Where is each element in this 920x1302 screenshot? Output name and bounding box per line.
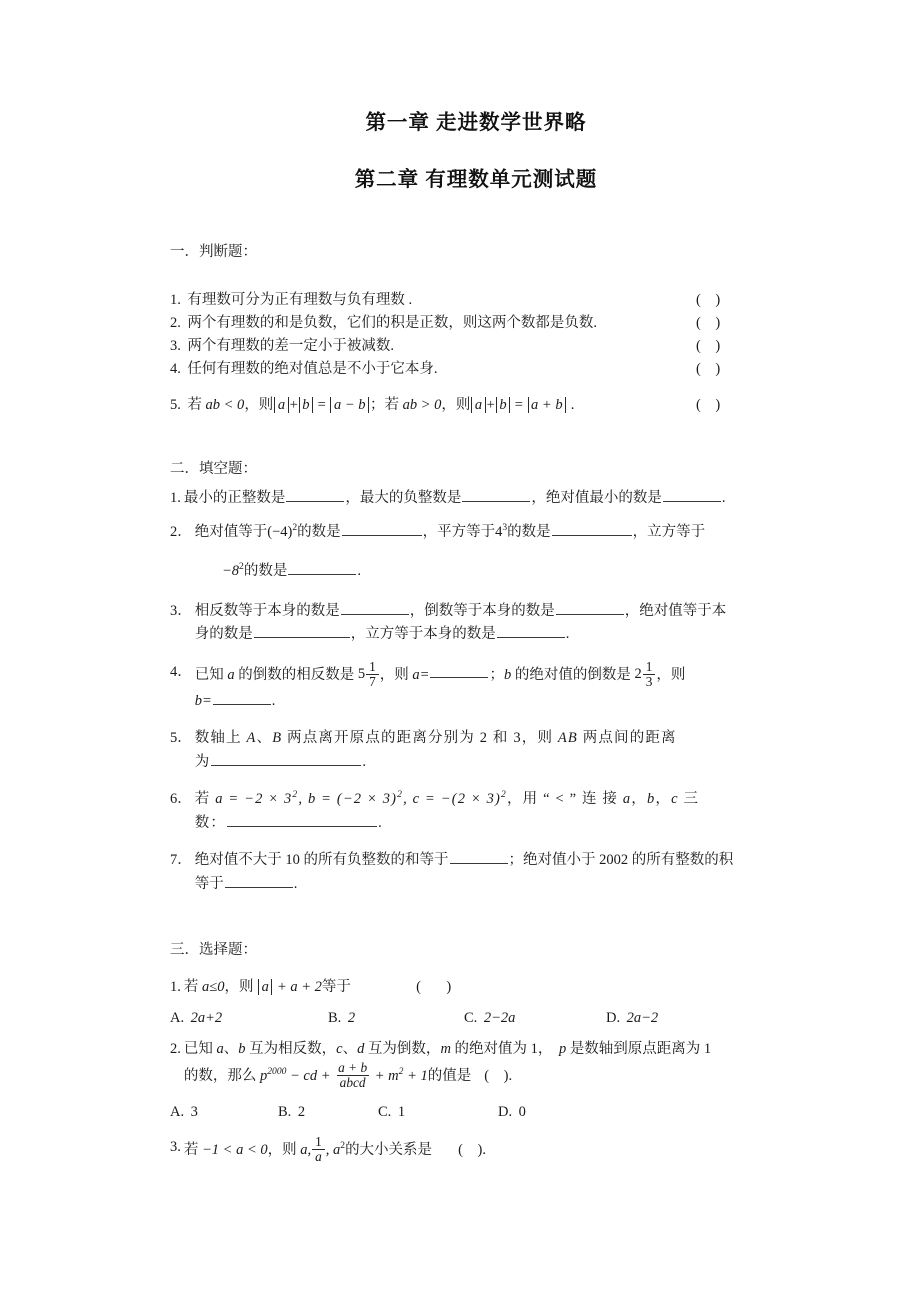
item-text: 有理数可分为正有理数与负有理数 .	[187, 292, 413, 309]
true-false-item-5-text: 5. 若 ab < 0，则 a + b = a − b ；若 ab > 0，则 a + b = a + b .	[170, 396, 575, 413]
denominator: 7	[366, 674, 379, 689]
text-part: 若	[183, 1141, 202, 1158]
option-key: C.	[464, 1010, 478, 1027]
variable-b: b	[503, 666, 512, 683]
option-b-2[interactable]	[278, 1101, 378, 1124]
item-number: 5.	[170, 396, 181, 413]
text-part: 互为相反数，	[245, 1041, 337, 1058]
text-part: 等于	[194, 875, 224, 892]
text-part: ，平方等于	[422, 523, 496, 540]
text-part: 的数是	[243, 563, 288, 580]
fill-blank-item-7-body	[195, 849, 782, 896]
variable-p: p	[558, 1041, 567, 1058]
text-part: 两点间的距离	[577, 730, 677, 747]
item-number: 3.	[170, 1139, 181, 1156]
blank-field[interactable]	[288, 560, 356, 575]
blank-field[interactable]	[342, 521, 422, 536]
numerator: 1	[369, 658, 376, 674]
variable-b: b	[238, 1041, 246, 1058]
exponent: 2	[397, 789, 404, 801]
true-false-answer-box-5[interactable]: ( )	[696, 396, 721, 413]
fill-blank-item-2-line2	[170, 560, 782, 583]
inequality-ab-negative: ab < 0	[205, 396, 245, 413]
fill-blank-item-3	[170, 600, 782, 647]
text-part: 的绝对值的倒数是	[511, 666, 635, 683]
fill-blank-item-3-body	[195, 600, 782, 647]
text-part: 等于	[321, 978, 351, 995]
mixed-fraction-5-1-7	[357, 658, 380, 690]
fill-blank-item-6	[170, 788, 782, 835]
expr-a: a = −2 × 3	[215, 791, 293, 808]
true-false-item-1	[170, 289, 782, 312]
item-number: 4．	[170, 663, 192, 680]
text-part: 互为倒数，	[364, 1041, 441, 1058]
text-part: 若	[183, 978, 202, 995]
true-false-item-1-text	[170, 289, 696, 312]
option-value: 2	[297, 1103, 306, 1120]
option-c-1[interactable]	[464, 1007, 606, 1030]
exponent: 3	[502, 521, 508, 533]
item-text: 两个有理数的和是负数，它们的积是正数，则这两个数都是负数.	[187, 315, 598, 332]
true-false-answer-box-2[interactable]: ( )	[696, 315, 721, 332]
text-part: ，绝对值等于本	[624, 602, 727, 619]
text-part: .	[357, 563, 361, 580]
blank-field[interactable]	[213, 690, 271, 705]
text-part: 绝对值不大于 10 的所有负整数的和等于	[194, 852, 449, 869]
expr-minus-cd: − cd +	[286, 1067, 335, 1084]
text-part: 的值是	[427, 1067, 472, 1084]
multiple-choice-list	[170, 976, 782, 1165]
text-part: ；绝对值小于 2002 的所有整数的积	[508, 852, 734, 869]
text-part: 为	[194, 753, 211, 770]
expr-four: 4	[495, 523, 503, 540]
item-number: 6．	[170, 791, 192, 808]
equals-sign-2: =	[511, 396, 527, 413]
text-part: ，则	[379, 666, 413, 683]
denominator: a	[312, 1149, 325, 1164]
choice-answer-box-1[interactable]: ( )	[416, 978, 452, 995]
choice-item-1-options	[170, 1007, 782, 1030]
blank-field[interactable]	[462, 487, 530, 502]
document-content	[170, 108, 782, 1165]
variable-a: a,	[300, 1141, 312, 1158]
option-key: D.	[606, 1010, 621, 1027]
abs-a: a	[274, 397, 288, 413]
expr-neg-four: (−4)	[267, 523, 293, 540]
option-d-2[interactable]	[498, 1101, 526, 1124]
text-part: 若	[194, 791, 216, 808]
item-tail: .	[567, 396, 575, 413]
fraction-a-plus-b-over-abcd	[335, 1061, 370, 1090]
text-part: 已知	[194, 666, 228, 683]
option-a-1[interactable]	[170, 1007, 328, 1030]
condition-a-leq-zero: a≤0	[202, 978, 225, 995]
numerator: a + b	[338, 1060, 368, 1076]
item-number: 2.	[170, 315, 181, 332]
option-key: A.	[170, 1010, 185, 1027]
true-false-item-5	[170, 392, 782, 420]
text-part: ，则	[224, 978, 258, 995]
choice-item-3-body	[184, 1136, 782, 1165]
option-value: 0	[518, 1103, 526, 1120]
item-number: 2．	[170, 523, 192, 540]
variable-b-equals: b=	[194, 692, 212, 709]
option-d-1[interactable]	[606, 1007, 658, 1030]
choice-item-3	[170, 1136, 782, 1165]
exponent-2000: 2000	[267, 1065, 287, 1077]
text-part: 绝对值等于	[194, 523, 268, 540]
text-part: 、	[256, 730, 273, 747]
true-false-list	[170, 289, 782, 419]
blank-field[interactable]	[254, 623, 350, 638]
variable-a: a	[622, 791, 632, 808]
fill-blank-item-7	[170, 849, 782, 896]
item-number: 7．	[170, 852, 192, 869]
option-a-2[interactable]	[170, 1101, 278, 1124]
section-heading-true-false: 一．判断题：	[170, 243, 257, 260]
text-part: 的倒数的相反数是	[234, 666, 358, 683]
true-false-item-2-text	[170, 312, 696, 335]
item-number: 2.	[170, 1041, 181, 1058]
exponent: 2	[292, 789, 299, 801]
item-number: 3.	[170, 338, 181, 355]
fill-blank-item-5-body	[195, 727, 782, 774]
item-number: 5．	[170, 730, 192, 747]
text-part: .	[565, 626, 570, 643]
blank-field[interactable]	[341, 600, 409, 615]
text-part: .	[362, 753, 368, 770]
expr-neg-eight: −8	[222, 563, 240, 580]
variable-c: c	[671, 791, 679, 808]
option-value: 3	[190, 1103, 198, 1120]
equals-sign: =	[314, 396, 330, 413]
text-part: ；	[489, 666, 504, 683]
text-part: .	[378, 814, 383, 831]
variable-a-equals: a=	[412, 666, 430, 683]
segment-ab: AB	[557, 730, 578, 747]
true-false-item-3-text	[170, 335, 696, 358]
page-title-chapter-one: 第一章 走进数学世界略	[365, 112, 587, 134]
exponent: 2	[501, 789, 507, 801]
true-false-item-2	[170, 312, 782, 335]
item-text: 任何有理数的绝对值总是不小于它本身.	[187, 360, 438, 377]
mixed-fraction-2-1-3	[634, 658, 656, 690]
text-part: 两点离开原点的距离分别为 2 和 3，则	[282, 730, 558, 747]
blank-field[interactable]	[430, 664, 488, 679]
blank-field[interactable]	[450, 849, 508, 864]
item-number: 1.	[170, 490, 181, 507]
exponent: 2	[340, 1140, 346, 1152]
blank-field[interactable]	[497, 623, 565, 638]
option-c-2[interactable]	[378, 1101, 498, 1124]
option-key: A.	[170, 1103, 185, 1120]
text-part: 的数是	[297, 523, 341, 540]
variable-a: a	[227, 666, 235, 683]
text-part: .	[293, 875, 298, 892]
page-title-chapter-two: 第二章 有理数单元测试题	[354, 168, 598, 191]
item-number: 4.	[170, 360, 181, 377]
abs-a-plus-b: a + b	[528, 397, 567, 413]
choice-item-1	[170, 976, 782, 999]
text-part: 三	[678, 791, 700, 808]
text-part: ，最大的负整数是	[345, 490, 462, 507]
true-false-answer-box-1[interactable]: ( )	[696, 292, 721, 309]
exponent: 2	[292, 521, 298, 533]
expr-plus-m: + m	[371, 1067, 399, 1084]
option-key: C.	[378, 1103, 392, 1120]
option-value: 1	[397, 1103, 406, 1120]
true-false-answer-box-4[interactable]: ( )	[696, 360, 721, 377]
fill-blank-item-4	[170, 658, 782, 713]
expr-plus-one: + 1	[403, 1067, 428, 1084]
inequality-ab-positive: ab > 0	[402, 396, 442, 413]
option-value: 2	[347, 1010, 356, 1027]
whole-part: 5	[357, 666, 366, 683]
true-false-item-3	[170, 335, 782, 358]
option-key: D.	[498, 1103, 513, 1120]
option-value: 2−2a	[483, 1010, 516, 1027]
exponent: 2	[398, 1065, 404, 1077]
blank-field[interactable]	[225, 873, 293, 888]
true-false-answer-box-3[interactable]: ( )	[696, 338, 721, 355]
text-part: 数：	[194, 814, 227, 831]
section-heading-multiple-choice: 三．选择题：	[170, 941, 257, 958]
denominator: 3	[643, 674, 656, 689]
choice-item-2	[170, 1038, 782, 1090]
condition-range: −1 < a < 0	[202, 1141, 268, 1158]
fraction-one-over-a	[312, 1135, 325, 1164]
true-false-item-4	[170, 358, 782, 381]
text-part: 的大小关系是	[345, 1141, 433, 1158]
text-part: 是数轴到原点距离为 1	[566, 1041, 712, 1058]
item-text: 两个有理数的差一定小于被减数.	[187, 338, 395, 355]
point-b: B	[272, 730, 283, 747]
text-part: 的数，那么	[183, 1067, 260, 1084]
text-part: ，用 “ < ” 连 接	[506, 791, 623, 808]
text-part: 、	[223, 1041, 239, 1058]
fill-blank-item-2-body	[195, 521, 782, 544]
whole-part: 2	[634, 666, 642, 683]
option-value: 2a+2	[190, 1010, 223, 1027]
point-a: A	[246, 730, 257, 747]
text-part: ，立方等于本身的数是	[350, 626, 496, 643]
numerator: 1	[315, 1134, 322, 1150]
item-number: 1.	[170, 978, 181, 995]
blank-field[interactable]	[211, 751, 361, 766]
text-part: .	[721, 490, 726, 507]
item-prefix: 若	[187, 396, 206, 413]
option-key: B.	[278, 1103, 292, 1120]
text-part: 身的数是	[194, 626, 253, 643]
blank-field[interactable]	[556, 600, 624, 615]
variable-d: d	[357, 1041, 365, 1058]
blank-field[interactable]	[663, 487, 721, 502]
text-part: 的数是	[507, 523, 551, 540]
item-connector: ，则	[244, 396, 274, 413]
choice-item-2-body	[184, 1038, 782, 1090]
item-number: 3．	[170, 602, 192, 619]
fill-blank-list	[170, 487, 782, 896]
text-part: 的绝对值为 1，	[450, 1041, 553, 1058]
fill-blank-item-6-body: 若 $a = -2 \times 3^2$, $b = (-2 \times 3)^2$, $c = -(2 \times 3)^2$，用 “ < ” 连 接 a，b，c 三 数： .	[194, 789, 700, 831]
expr-plus-a-plus-2: + a + 2	[273, 978, 322, 995]
text-part: ，立方等于	[632, 523, 706, 540]
variable-a: a	[216, 1041, 224, 1058]
variable-p-power: p	[260, 1067, 268, 1084]
abs-a: a	[258, 979, 272, 995]
denominator: abcd	[337, 1075, 369, 1090]
choice-item-1-body	[184, 976, 782, 999]
variable-a-squared: , a	[325, 1141, 341, 1158]
fill-blank-item-5	[170, 727, 782, 774]
expr-c: , c = −(2 × 3)	[403, 791, 502, 808]
variable-c: c	[336, 1041, 343, 1058]
blank-field[interactable]	[552, 521, 632, 536]
abs-b: b	[299, 397, 313, 413]
blank-field[interactable]	[286, 487, 344, 502]
abs-b-2: b	[496, 397, 510, 413]
option-value: 2a−2	[626, 1010, 659, 1027]
section-heading-fill-blank: 二．填空题：	[170, 461, 257, 478]
choice-answer-box-3[interactable]: ( ).	[458, 1141, 486, 1158]
fill-blank-item-1-body	[184, 487, 782, 510]
option-b-1[interactable]	[328, 1007, 464, 1030]
numerator: 1	[645, 658, 653, 674]
abs-a-minus-b: a − b	[330, 397, 369, 413]
fill-blank-item-1	[170, 487, 782, 510]
text-part: 、	[342, 1041, 358, 1058]
abs-a-2: a	[471, 397, 485, 413]
true-false-item-4-text	[170, 358, 696, 381]
blank-field[interactable]	[227, 812, 377, 827]
text-part: 数轴上	[194, 730, 247, 747]
fill-blank-item-4-body	[194, 658, 782, 713]
choice-answer-box-2[interactable]: ( ).	[484, 1067, 513, 1084]
expr-b: , b = (−2 × 3)	[298, 791, 398, 808]
fill-blank-item-2	[170, 521, 782, 544]
text-part: ，则	[267, 1141, 301, 1158]
text-part: 已知	[183, 1041, 217, 1058]
text-part: .	[271, 692, 276, 709]
choice-item-2-options	[170, 1101, 782, 1124]
variable-m: m	[440, 1041, 451, 1058]
item-connector-2: ，则	[441, 396, 471, 413]
option-key: B.	[328, 1010, 342, 1027]
exponent: 2	[239, 561, 244, 573]
item-separator: ；若	[369, 396, 403, 413]
item-number: 1.	[170, 292, 181, 309]
text-part: 相反数等于本身的数是	[194, 602, 340, 619]
variable-b: b	[646, 791, 656, 808]
text-part: ，绝对值最小的数是	[531, 490, 662, 507]
text-part: ，则	[656, 666, 686, 683]
text-part: 最小的正整数是	[183, 490, 286, 507]
text-part: ，倒数等于本身的数是	[409, 602, 555, 619]
